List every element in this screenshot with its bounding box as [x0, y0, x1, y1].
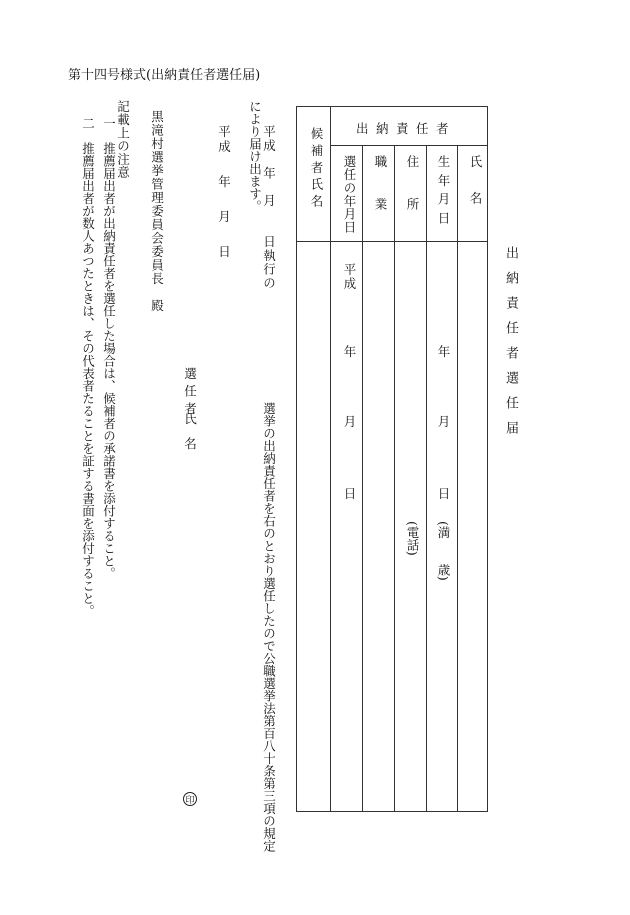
note-item-1: 一 推薦届出者が出納責任者を選任した場合は、候補者の承諾書を添付すること。 [101, 117, 117, 580]
birth-month: 月 [436, 415, 451, 429]
appointer-label: 選任者 [182, 367, 198, 420]
appoint-year: 年 [342, 345, 357, 359]
candidate-name-header: 候補者氏名 [309, 127, 324, 212]
statement-line-2: により届け出ます。 [247, 100, 263, 213]
address-header: 住所 [405, 155, 420, 240]
birth-age: (満 歳) [436, 521, 451, 581]
document-title: 出納責任者選任届 [503, 246, 518, 446]
seal-icon: 印 [183, 792, 197, 806]
statement-line-1: 選挙の出納責任者を右のとおり選任したので公職選挙法第百八十条第三項の規定 [261, 402, 277, 852]
date-era: 平成 [216, 125, 232, 155]
date-day: 日 [216, 245, 232, 258]
birth-day: 日 [436, 487, 451, 501]
notes-heading: 記載上の注意 [115, 100, 131, 179]
form-number-header: 第十四号様式(出納責任者選任届) [68, 68, 261, 83]
birthdate-header: 生年月日 [436, 155, 451, 230]
appoint-day: 日 [342, 487, 357, 501]
occupation-header: 職業 [373, 155, 388, 240]
birth-year: 年 [436, 345, 451, 359]
appoint-month: 月 [342, 415, 357, 429]
date-year: 年 [216, 175, 232, 188]
responsible-person-table [296, 106, 488, 812]
appointer-name-label: 氏 名 [182, 412, 198, 450]
appointment-date-header: 選任の年月日 [342, 155, 357, 234]
appoint-era: 平成 [342, 263, 357, 291]
addressee: 黒滝村選挙管理委員会委員長 殿 [149, 110, 165, 313]
address-telephone: (電話) [405, 521, 420, 556]
election-execution-date: 平成 年 月 日執行の [261, 125, 277, 290]
responsible-person-group-header: 出納責任者 [356, 121, 457, 136]
note-item-2: 二 推薦届出者が数人あつたときは、その代表者たることを証する書面を添付すること。 [80, 117, 96, 617]
name-header: 氏名 [468, 155, 483, 228]
date-month: 月 [216, 210, 232, 223]
